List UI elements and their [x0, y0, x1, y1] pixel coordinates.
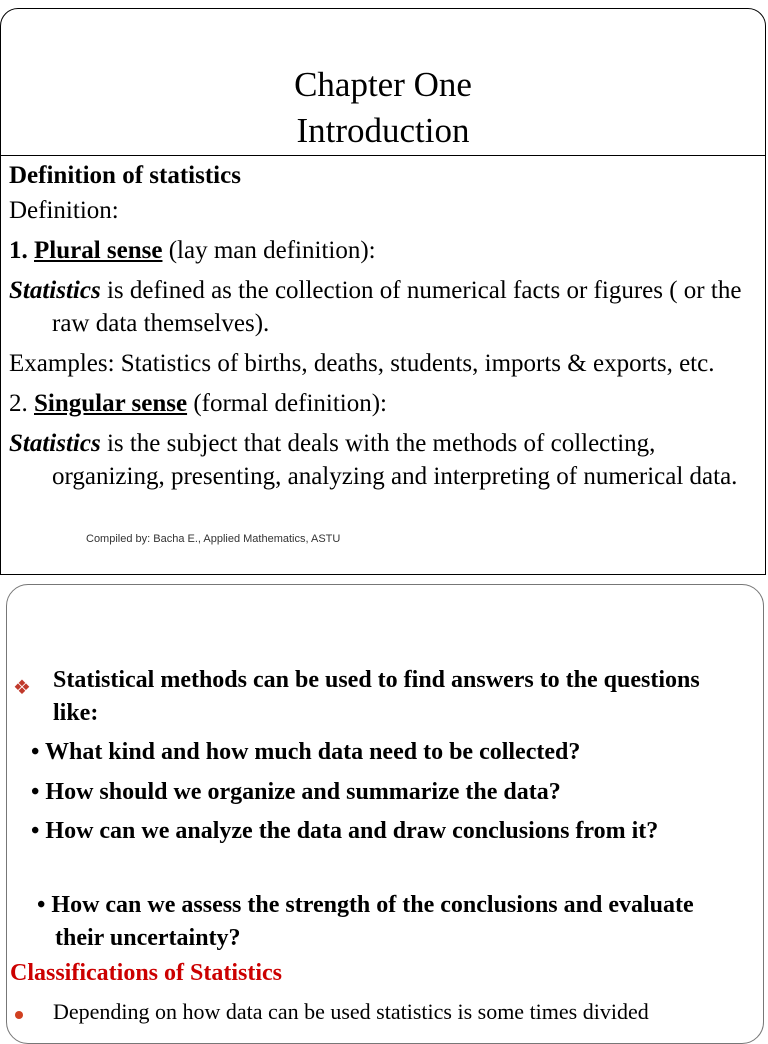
- chapter-title: Chapter One: [294, 65, 472, 104]
- plural-rest: (lay man definition):: [162, 237, 376, 264]
- question-4: • How can we assess the strength of the conclusions and evaluate their uncertainty?: [37, 892, 694, 951]
- plural-number: 1.: [9, 237, 28, 264]
- plural-definition: [9, 274, 755, 340]
- definition-heading: Definition of statistics: [9, 162, 241, 189]
- plural-sense-line: [9, 234, 755, 267]
- slide-2: [6, 584, 764, 1044]
- singular-number: 2.: [9, 390, 28, 417]
- plural-term: Plural sense: [34, 237, 163, 264]
- diamond-bullet-icon: ❖: [13, 677, 31, 699]
- plural-text: is defined as the collection of numerical facts or figures ( or the raw data themselves).: [52, 277, 742, 337]
- chapter-subtitle: Introduction: [296, 111, 470, 150]
- title-box: [1, 9, 765, 156]
- plural-word: Statistics: [9, 277, 101, 304]
- question-3: • How can we analyze the data and draw conclusions from it?: [31, 818, 659, 844]
- question-1: • What kind and how much data need to be collected?: [31, 739, 581, 765]
- singular-definition: [9, 427, 755, 493]
- singular-text: is the subject that deals with the methods of collecting, organizing, presenting, analyzing and interpreting of numerical data.: [52, 430, 738, 490]
- dot-bullet-icon: [15, 1011, 23, 1019]
- slide-1: [0, 8, 766, 575]
- singular-rest: (formal definition):: [187, 390, 388, 417]
- examples-line: Examples: Statistics of births, deaths, students, imports & exports, etc.: [9, 350, 715, 377]
- intro-question: Statistical methods can be used to find answers to the questions like:: [53, 667, 700, 726]
- question-2: • How should we organize and summarize the data?: [31, 779, 561, 805]
- slide-1-body: [9, 159, 755, 493]
- footer-note: Compiled by: Bacha E., Applied Mathematics, ASTU: [86, 533, 341, 545]
- depending-text: Depending on how data can be used statistics is some times divided: [53, 999, 649, 1024]
- classifications-heading: Classifications of Statistics: [10, 960, 282, 986]
- singular-term: Singular sense: [34, 390, 188, 417]
- definition-label: Definition:: [9, 197, 119, 224]
- singular-sense-line: [9, 387, 755, 420]
- singular-word: Statistics: [9, 430, 101, 457]
